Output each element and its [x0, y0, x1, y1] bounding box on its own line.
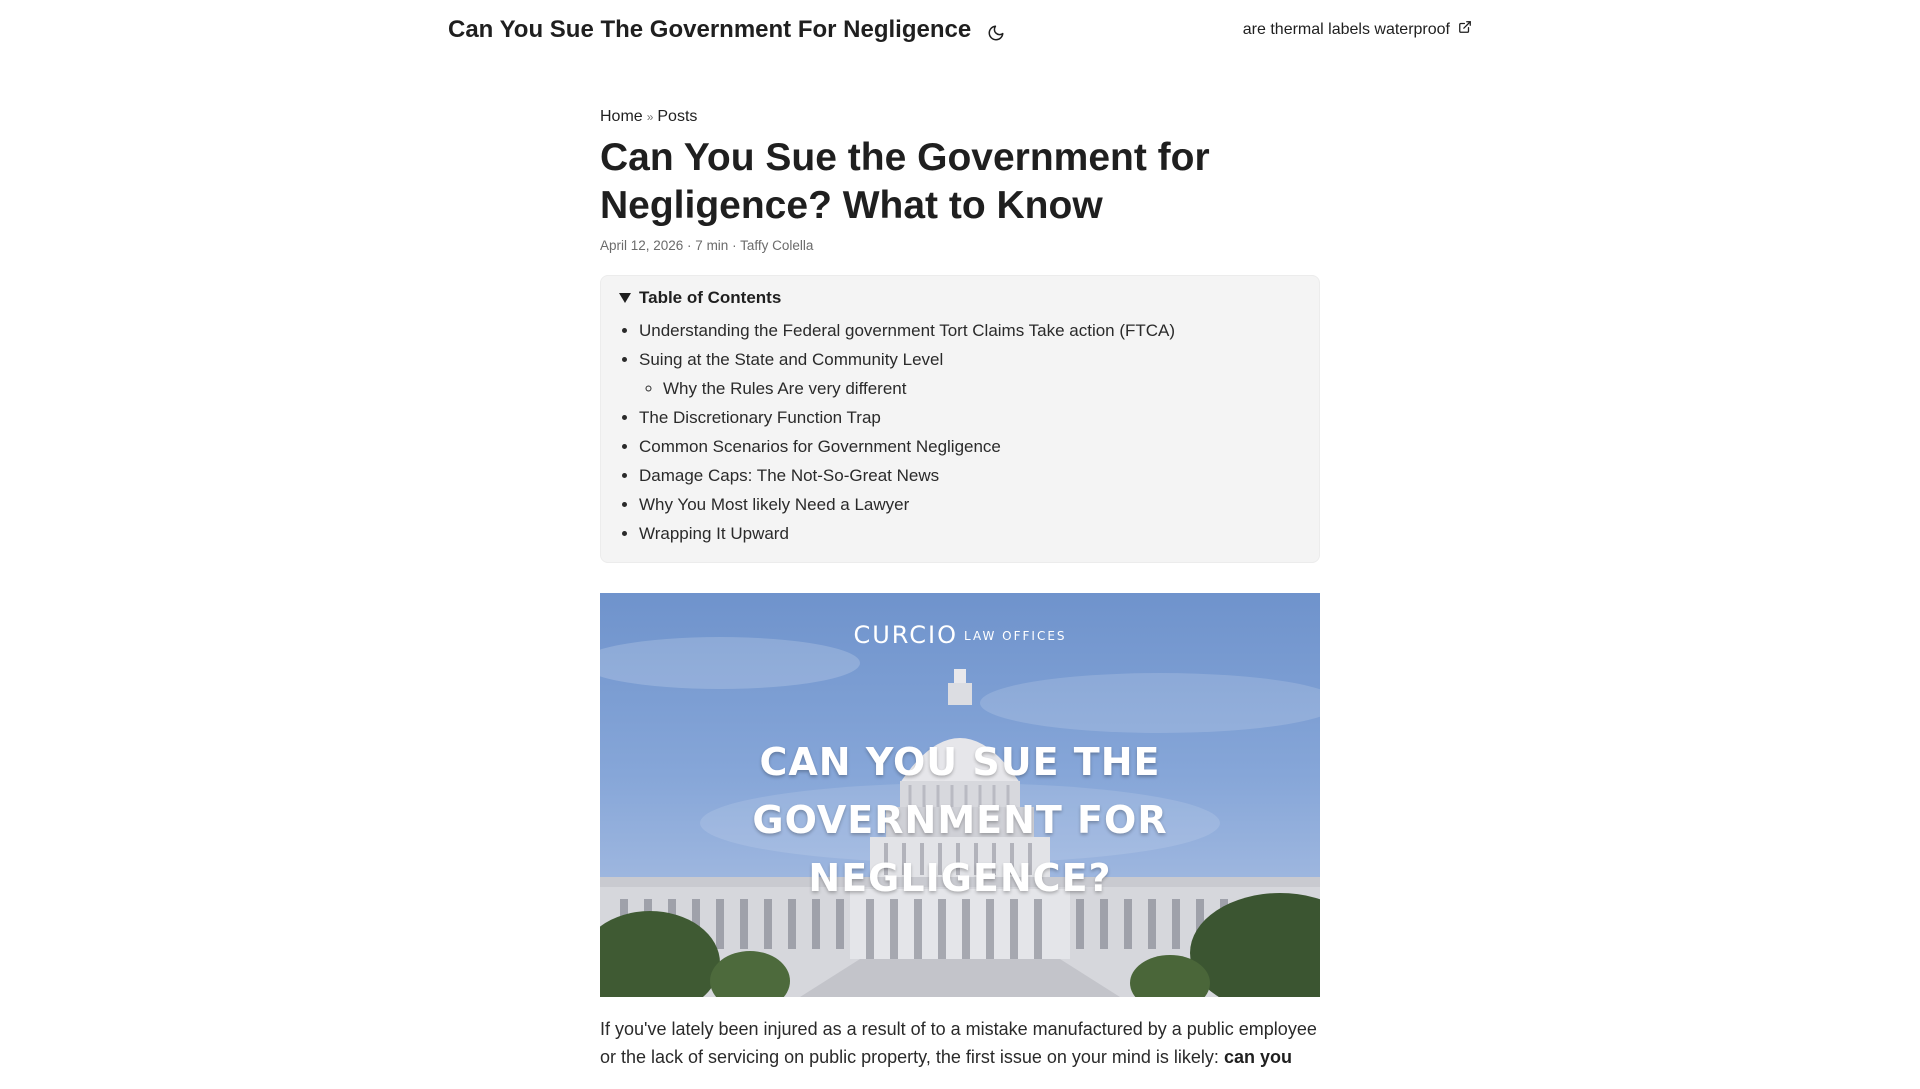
- cover-headline-line2: GOVERNMENT FOR NEGLIGENCE?: [752, 798, 1168, 900]
- toc-item[interactable]: [639, 345, 1301, 403]
- site-title[interactable]: [448, 16, 1005, 44]
- toc-item-link[interactable]: Why the Rules Are very different: [663, 379, 907, 398]
- toc-summary-label[interactable]: Table of Contents: [639, 288, 782, 307]
- intro-bold: can you: [1223, 1047, 1292, 1067]
- intro-paragraph: [600, 1015, 1320, 1071]
- moon-icon[interactable]: [987, 21, 1005, 39]
- toc-toggle[interactable]: [619, 288, 1301, 308]
- page-title: Can You Sue the Government for Negligence? What to Know: [600, 136, 1210, 227]
- post-meta: April 12, 2026 · 7 min · Taffy Colella: [600, 238, 814, 253]
- cover-brand: [600, 621, 1320, 649]
- toc-item-link[interactable]: Common Scenarios for Government Negligence: [639, 437, 1001, 456]
- toc-subitem[interactable]: [663, 374, 1301, 403]
- triangle-down-icon[interactable]: [619, 293, 631, 303]
- toc-sublist: [639, 374, 1301, 403]
- site-title-text[interactable]: Can You Sue The Government For Negligence: [448, 16, 972, 43]
- toc-list: [619, 316, 1301, 548]
- toc-item[interactable]: [639, 316, 1301, 345]
- toc-item[interactable]: [639, 403, 1301, 432]
- toc-item-link[interactable]: Why You Most likely Need a Lawyer: [639, 495, 910, 514]
- breadcrumb-posts[interactable]: Posts: [657, 108, 698, 125]
- toc-item[interactable]: [639, 490, 1301, 519]
- table-of-contents: [600, 275, 1320, 563]
- cover-headline: [600, 733, 1320, 907]
- external-link[interactable]: [1243, 20, 1472, 39]
- main-content: [600, 108, 1320, 1089]
- external-link-text[interactable]: are thermal labels waterproof: [1242, 20, 1450, 38]
- cover-headline-line1: CAN YOU SUE THE: [759, 740, 1161, 784]
- toc-item[interactable]: [639, 432, 1301, 461]
- cover-brand-name: CURCIO: [853, 621, 958, 649]
- cover-brand-sub: LAW OFFICES: [963, 629, 1067, 643]
- breadcrumb-separator: »: [646, 110, 654, 124]
- breadcrumb-home[interactable]: Home: [600, 108, 643, 125]
- toc-item-link[interactable]: Damage Caps: The Not-So-Great News: [639, 466, 940, 485]
- toc-item[interactable]: [639, 519, 1301, 548]
- breadcrumb: [600, 108, 1320, 126]
- toc-item-link[interactable]: Suing at the State and Community Level: [639, 350, 944, 369]
- intro-text: If you've lately been injured as a result of to a mistake manufactured by a public employee or the lack of servicing on public property, the first issue on your mind is likely:: [600, 1019, 1317, 1067]
- cover-image: [600, 593, 1320, 997]
- toc-item-link[interactable]: The Discretionary Function Trap: [639, 408, 881, 427]
- toc-item-link[interactable]: Wrapping It Upward: [639, 524, 789, 543]
- site-header: [0, 0, 1920, 60]
- toc-item[interactable]: [639, 461, 1301, 490]
- toc-item-link[interactable]: Understanding the Federal government Tort Claims Take action (FTCA): [639, 321, 1176, 340]
- external-link-icon: [1458, 20, 1472, 39]
